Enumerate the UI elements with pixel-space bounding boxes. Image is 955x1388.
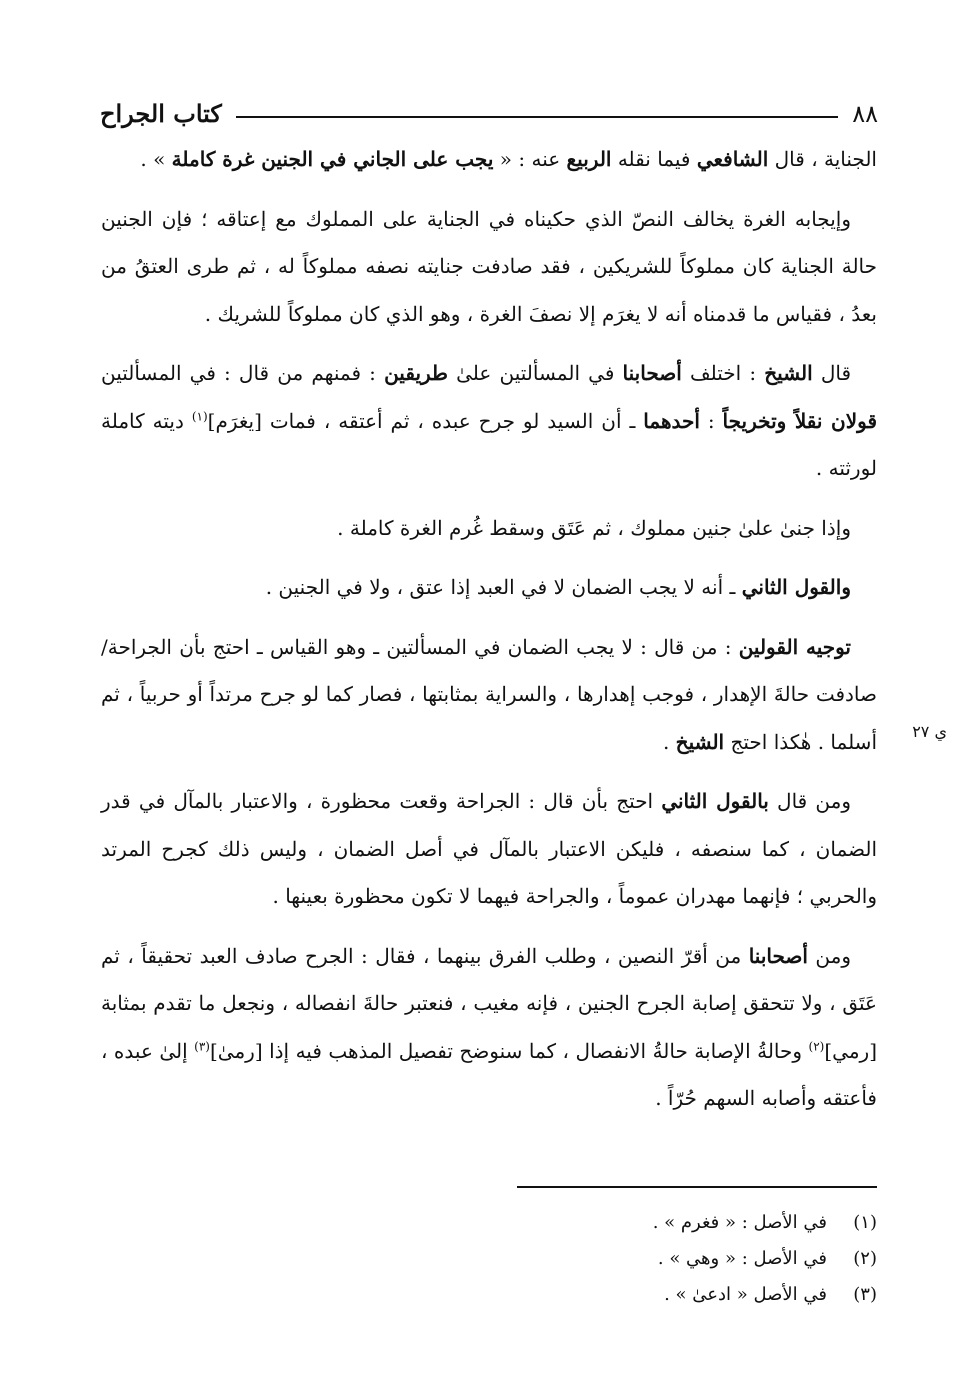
page-header	[100, 86, 878, 126]
footnote-text: في الأصل : « فغرم » .	[652, 1212, 827, 1233]
header-rule	[236, 116, 838, 118]
footnote-text: في الأصل « ادعىٰ » .	[664, 1284, 827, 1305]
paragraph-2: وإيجابه الغرة يخالف النصّ الذي حكيناه في الجناية على المملوك مع إعتاقه ؛ فإن الجنين حالة الجناية كان مملوكاً للشريكين ، فقد صادفت جنايته نصفه مملوكاً له ، ثم طرى العتقُ من بعدُ ، فقياس ما قدمناه أنه لا يغرَم إلا نصفَ الغرة ، وهو الذي كان مملوكاً للشريك .	[101, 206, 877, 326]
paragraph-4: وإذا جنىٰ علىٰ جنين مملوك ، ثم عَتَق وسقط غُرم الغرة كاملة .	[337, 515, 851, 540]
footnote-ref-3: (٣)	[194, 1038, 210, 1053]
paragraph-8: ومن أصحابنا من أقرّ النصين ، وطلب الفرق بينهما ، فقال : الجرح صادف العبد تحقيقاً ، ثم عَتَق ، ولا تتحقق إصابة الجرح الجنين ، فإنه مغيب ، فنعتبر حالةَ انفصاله ، ونجعل ما تقدم بمثابة [رمي]$^{(٢)}$ وحالةُ الإصابة حالةُ الانفصال ، كما سنوضح تفصيل المذهب فيه إذا [رمىٰ]$^{(٣)}$ إلىٰ عبده ، فأعتقه وأصابه السهم حُرّاً .	[101, 943, 877, 1110]
paragraph-1: الجناية ، قال الشافعي فيما نقله الربيع عنه : « يجب على الجاني في الجنين غرة كاملة » .	[140, 147, 877, 171]
page-number: ٨٨	[852, 100, 878, 128]
footnote-rule	[517, 1186, 877, 1188]
footnote-ref-1: (١)	[191, 408, 208, 423]
paragraph-7: ومن قال بالقول الثاني احتج بأن قال : الجراحة وقعت محظورة ، والاعتبار بالمآل في قدر الضمان ، كما سنصفه ، فليكن الاعتبار بالمآل في أصل الضمان ، وليس ذلك كجرح المرتد والحربي ؛ فإنهما مهدران عموماً ، والجراحة فيهما لا تكون محظورة بعينها .	[101, 789, 877, 908]
book-title: كتاب الجراح	[100, 99, 222, 128]
footnote-number: (١)	[853, 1212, 877, 1233]
footnotes	[277, 1205, 877, 1313]
footnote-number: (٢)	[853, 1248, 877, 1269]
footnote-2	[277, 1241, 877, 1277]
footnote-1	[277, 1205, 877, 1241]
paragraph-3: قال الشيخ : اختلف أصحابنا في المسألتين علىٰ طريقين : فمنهم من قال : في المسألتين قولان نقلاً وتخريجاً : أحدهما ـ أن السيد لو جرح عبده ، ثم أعتقه ، فمات [يغرَم]$^{(١)}$ ديته كاملة لورثته .	[101, 361, 877, 480]
footnote-ref-2: (٢)	[808, 1038, 825, 1053]
footnote-number: (٣)	[853, 1284, 877, 1305]
footnote-text: في الأصل : « وهي » .	[657, 1248, 827, 1269]
margin-note: ي ٢٧	[912, 722, 947, 741]
paragraph-5: والقول الثاني ـ أنه لا يجب الضمان لا في العبد إذا عتق ، ولا في الجنين .	[265, 575, 851, 599]
footnote-3	[277, 1277, 877, 1313]
paragraph-6: توجيه القولين : من قال : لا يجب الضمان في المسألتين ـ وهو القياس ـ احتج بأن الجراحة/ صادفت حالةَ الإهدار ، فوجب إهدارها ، والسراية بمثابتها ، فصار كما لو جرح مرتداً أو حربياً ، ثم أسلما . هٰكذا احتج الشيخ .	[101, 634, 878, 754]
main-text	[101, 136, 877, 1135]
